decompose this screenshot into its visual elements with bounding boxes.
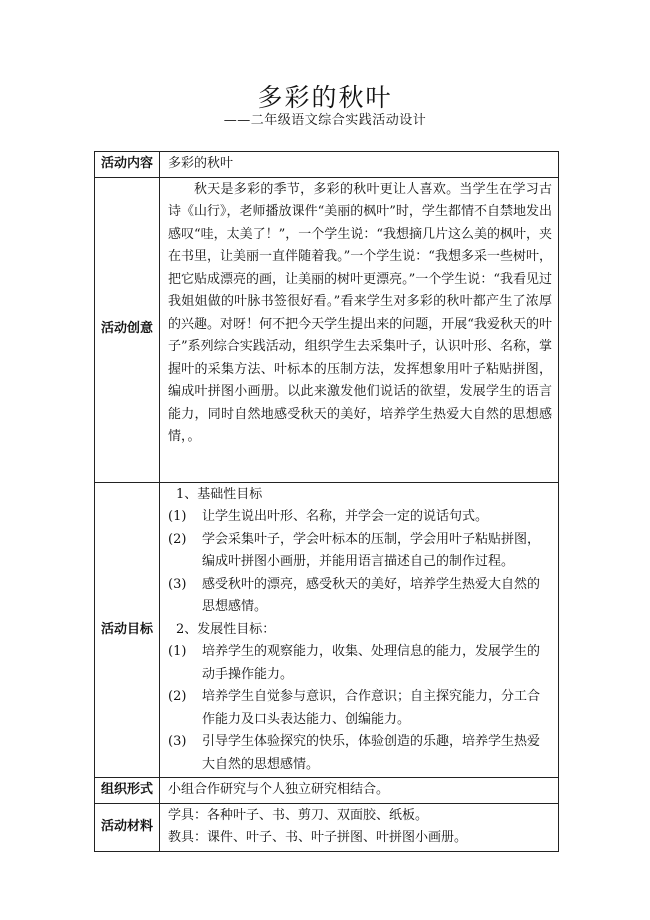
value-content: 多彩的秋叶 <box>160 152 559 178</box>
idea-text: 秋天是多彩的季节，多彩的秋叶更让人喜欢。当学生在学习古诗《山行》，老师播放课件“美丽的枫叶”时，学生都情不自禁地发出感叹“哇，太美了！”，一个学生说：“我想摘几片这么美的枫叶，夹在书里，让美丽一直伴随着我。”一个学生说：“我想多采一些树叶，把它贴成漂亮的画，让美丽的树叶更漂亮。”一个学生说：“我看见过我姐姐做的叶脉书签很好看。”看来学生对多彩的秋叶都产生了浓厚的兴趣。对呀！何不把今天学生提出来的问题，开展“我爱秋天的叶子”系列综合实践活动，组织学生去采集叶子，认识叶形、名称，掌握叶的采集方法、叶标本的压制方法，发挥想象用叶子粘贴拼图，编成叶拼图小画册。以此来激发他们说话的欲望，发展学生的语言能力，同时自然地感受秋天的美好，培养学生热爱大自然的思想感情，。 <box>168 181 552 444</box>
teacher-materials: 教具：课件、叶子、书、叶子拼图、叶拼图小画册。 <box>168 830 468 845</box>
row-goals <box>95 482 559 778</box>
label-goals: 活动目标 <box>95 482 160 778</box>
goal-item: (2) 培养学生自觉参与意识，合作意识；自主探究能力，分工合作能力及口头表达能力、创编能力。 <box>168 689 541 727</box>
goal-item: (1) 让学生说出叶形、名称，并学会一定的说话句式。 <box>168 509 489 524</box>
activity-table <box>94 151 559 852</box>
goal-item: (3) 引导学生体验探究的快乐，体验创造的乐趣，培养学生热爱大自然的思想感情。 <box>168 734 541 772</box>
row-content <box>95 152 559 178</box>
row-idea <box>95 177 559 482</box>
label-materials: 活动材料 <box>95 803 160 851</box>
goal-item: (2) 学会采集叶子，学会叶标本的压制，学会用叶子粘贴拼图，编成叶拼图小画册，并能用语言描述自己的制作过程。 <box>168 531 541 569</box>
label-content: 活动内容 <box>95 152 160 178</box>
label-form: 组织形式 <box>95 778 160 804</box>
row-materials <box>95 803 559 851</box>
row-form <box>95 778 559 804</box>
dev-goals-title: 2、发展性目标： <box>176 621 276 637</box>
goal-item: (1) 培养学生的观察能力，收集、处理信息的能力，发展学生的动手操作能力。 <box>168 644 541 682</box>
page-title: 多彩的秋叶 <box>257 83 393 112</box>
value-form: 小组合作研究与个人独立研究相结合。 <box>160 778 559 804</box>
student-materials: 学具：各种叶子、书、剪刀、双面胶、纸板。 <box>168 807 429 823</box>
label-idea: 活动创意 <box>95 177 160 482</box>
page-subtitle: ——二年级语文综合实践活动设计 <box>223 113 427 128</box>
basic-goals-title: 1、基础性目标 <box>176 486 263 502</box>
goal-item: (3) 感受秋叶的漂亮，感受秋天的美好，培养学生热爱大自然的思想感情。 <box>168 576 541 614</box>
